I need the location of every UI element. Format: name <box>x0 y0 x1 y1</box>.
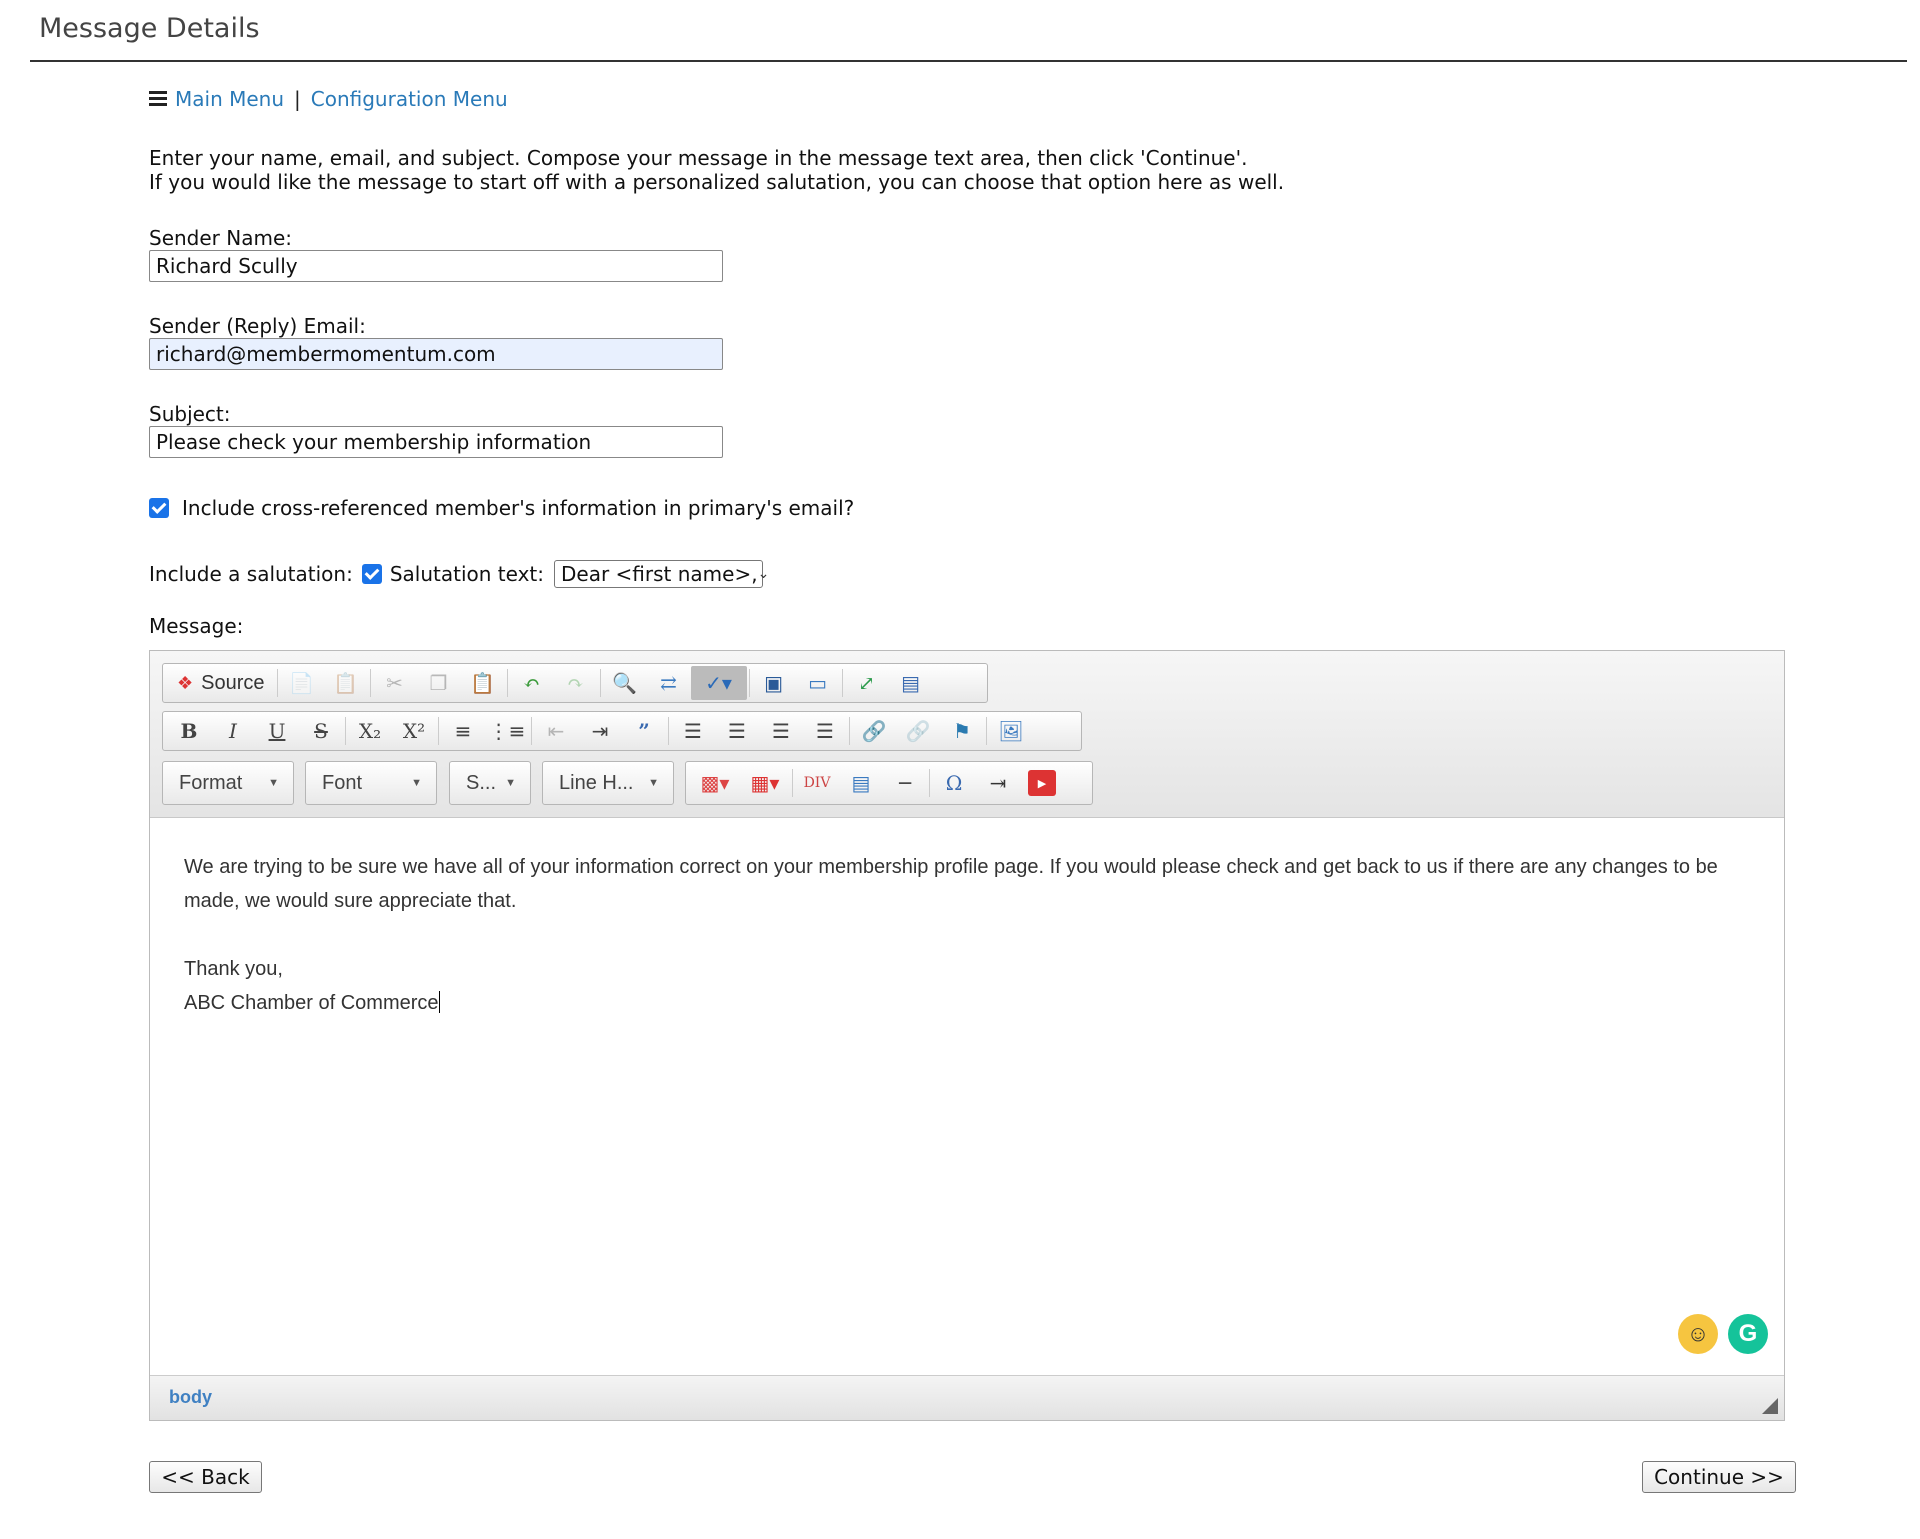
preview-icon[interactable]: 📄 <box>289 671 314 695</box>
bulleted-list-icon[interactable]: ⋮≡ <box>488 719 526 743</box>
back-button[interactable]: << Back <box>149 1461 262 1493</box>
form-content <box>149 84 1789 638</box>
message-paragraph: We are trying to be sure we have all of your information correct on your membership profile page. If you would please check and get back to us if there are any changes to be made, we would sure appreciate that. <box>184 856 1718 912</box>
message-signature: ABC Chamber of Commerce <box>184 992 439 1014</box>
link-icon[interactable]: 🔗 <box>861 719 887 743</box>
replace-icon[interactable]: ⇄ <box>660 671 677 695</box>
sender-email-field-group <box>149 314 1789 370</box>
salutation-row <box>149 560 1789 588</box>
spellcheck-icon[interactable]: ✓▾ <box>691 666 747 700</box>
italic-icon[interactable]: I <box>229 719 237 743</box>
undo-icon[interactable]: ↶ <box>523 671 540 695</box>
salutation-text-label: Salutation text: <box>389 562 544 586</box>
toolbar-group-insert <box>685 761 1093 805</box>
paste-icon[interactable]: 📋 <box>470 671 495 695</box>
grammarly-icon[interactable]: G <box>1728 1314 1768 1354</box>
cross-reference-checkbox[interactable] <box>149 498 169 518</box>
salutation-label: Include a salutation: <box>149 562 353 586</box>
format-dropdown-label: Format <box>179 771 243 794</box>
caret-down-icon: ▼ <box>648 777 659 789</box>
page-break-icon[interactable]: ⇥ <box>989 771 1007 795</box>
text-cursor <box>439 991 440 1013</box>
table-icon[interactable]: ▦▾ <box>750 771 780 795</box>
bold-icon[interactable]: B <box>180 719 198 743</box>
image-icon[interactable]: 🖼 <box>998 719 1024 743</box>
div-container-icon[interactable]: DIV <box>803 775 831 791</box>
color-picker-icon[interactable]: ▩▾ <box>700 771 730 795</box>
templates-icon[interactable]: 📋 <box>333 671 358 695</box>
align-left-icon[interactable]: ☰ <box>684 719 702 743</box>
source-button-label: Source <box>201 671 265 694</box>
redo-icon[interactable]: ↷ <box>567 671 584 695</box>
sender-name-field-group <box>149 226 1789 282</box>
subject-input[interactable]: Please check your membership information <box>149 426 723 458</box>
anchor-icon[interactable]: ⚑ <box>953 719 971 743</box>
font-dropdown[interactable] <box>305 761 437 805</box>
toolbar-group-formatting <box>162 711 1082 751</box>
copy-icon[interactable]: ❐ <box>429 671 448 695</box>
toolbar-group-document <box>162 663 988 703</box>
size-dropdown[interactable] <box>449 761 531 805</box>
message-closing: Thank you, <box>184 958 283 980</box>
font-dropdown-label: Font <box>322 771 363 794</box>
subject-field-group <box>149 402 1789 458</box>
format-dropdown[interactable] <box>162 761 294 805</box>
html-block-icon[interactable]: ▭ <box>808 671 827 695</box>
superscript-icon[interactable]: X² <box>402 719 426 743</box>
template-icon[interactable]: ▤ <box>851 771 871 795</box>
blockquote-icon[interactable]: ” <box>638 719 650 743</box>
configuration-menu-link[interactable]: Configuration Menu <box>310 87 508 111</box>
align-right-icon[interactable]: ☰ <box>772 719 790 743</box>
cut-icon[interactable]: ✂ <box>386 671 403 695</box>
editor-content-area[interactable] <box>150 818 1784 1376</box>
unlink-icon[interactable]: 🔗 <box>905 719 931 743</box>
show-blocks-icon[interactable]: ▤ <box>901 671 920 695</box>
line-height-dropdown[interactable] <box>542 761 674 805</box>
line-height-dropdown-label: Line H... <box>559 771 634 794</box>
main-menu-link[interactable]: Main Menu <box>175 87 285 111</box>
numbered-list-icon[interactable]: ≡ <box>454 719 472 743</box>
sender-email-input[interactable]: richard@membermomentum.com <box>149 338 723 370</box>
continue-button[interactable]: Continue >> <box>1642 1461 1796 1493</box>
cross-reference-label: Include cross-referenced member's information in primary's email? <box>182 496 855 520</box>
maximize-icon[interactable]: ⤢ <box>858 671 875 695</box>
chevron-down-icon: ⌄ <box>757 566 770 582</box>
align-center-icon[interactable]: ☰ <box>728 719 746 743</box>
find-icon[interactable]: 🔍 <box>612 671 637 695</box>
page-title: Message Details <box>39 13 260 44</box>
salutation-checkbox[interactable] <box>362 564 382 584</box>
underline-icon[interactable]: U <box>268 719 286 743</box>
page-header <box>30 0 1907 62</box>
subscript-icon[interactable]: X₂ <box>358 719 382 743</box>
editor-status-bar <box>150 1375 1784 1420</box>
breadcrumb-nav <box>149 84 1789 114</box>
caret-down-icon: ▼ <box>505 777 516 789</box>
source-icon: ❖ <box>177 672 194 693</box>
horizontal-rule-icon[interactable]: ─ <box>898 771 912 795</box>
sender-email-label: Sender (Reply) Email: <box>149 314 366 338</box>
justify-icon[interactable]: ☰ <box>816 719 834 743</box>
caret-down-icon: ▼ <box>411 777 422 789</box>
indent-icon[interactable]: ⇥ <box>591 719 609 743</box>
message-signature-line <box>184 986 1750 1020</box>
editor-toolbar <box>150 651 1784 818</box>
hamburger-icon[interactable] <box>149 91 167 107</box>
strikethrough-icon[interactable]: S <box>314 719 328 743</box>
select-all-icon[interactable]: ▣ <box>764 671 783 695</box>
sender-name-input[interactable]: Richard Scully <box>149 250 723 282</box>
outdent-icon[interactable]: ⇤ <box>547 719 565 743</box>
element-path[interactable]: body <box>169 1387 212 1407</box>
subject-label: Subject: <box>149 402 231 426</box>
special-character-icon[interactable]: Ω <box>945 771 963 795</box>
message-label: Message: <box>149 614 244 638</box>
emoji-extension-icon[interactable]: ☺ <box>1678 1314 1718 1354</box>
instructions-line-1: Enter your name, email, and subject. Compose your message in the message text area, then click 'Continue'. <box>149 146 1248 170</box>
instructions-line-2: If you would like the message to start off with a personalized salutation, you can choose that option here as well. <box>149 170 1285 194</box>
extension-icons <box>1678 1314 1768 1354</box>
caret-down-icon: ▼ <box>268 777 279 789</box>
source-button[interactable] <box>167 666 275 700</box>
cross-reference-row <box>149 496 1789 520</box>
size-dropdown-label: S... <box>466 771 497 794</box>
rich-text-editor <box>149 650 1785 1421</box>
resize-handle-icon[interactable] <box>1762 1398 1778 1414</box>
sender-name-label: Sender Name: <box>149 226 292 250</box>
salutation-select-value: Dear <first name>, <box>561 562 758 586</box>
youtube-icon[interactable]: ▶ <box>1028 770 1056 796</box>
instructions <box>149 146 1789 194</box>
nav-separator: | <box>294 87 301 111</box>
salutation-select[interactable] <box>554 560 770 588</box>
